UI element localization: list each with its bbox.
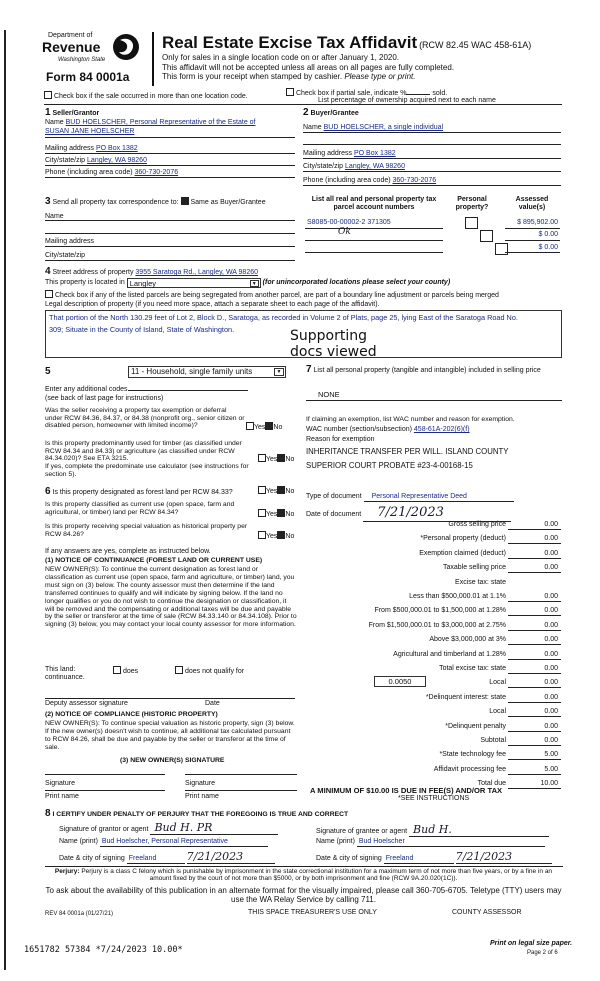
personal-property-list: 7 List all personal property (tangible and intangible) included in selling price <box>306 364 541 375</box>
calc-row-value[interactable]: 10.00 <box>540 780 558 788</box>
calc-row-value[interactable]: 0.00 <box>544 564 558 572</box>
document-date-field[interactable]: Date of document 7/21/2023 <box>306 505 511 522</box>
s5-q2b: If yes, complete the predominate use calculator (see instructions for section 5). <box>45 463 249 478</box>
calc-row-label: Taxable selling price <box>442 564 506 572</box>
s5-q2: Is this property predominantly used for timber (as classified under RCW 84.34 and 84.33) or agriculture (as classified under RCW 84.34.020)? See ETA 3215. <box>45 440 242 463</box>
owner-print-name-label: Print name <box>45 793 79 800</box>
see-back-note: (see back of last page for instructions) <box>45 395 164 402</box>
instruction-line-2: This affidavit will not be accepted unless all areas on all pages are fully completed. <box>162 62 455 72</box>
land-does-check[interactable]: does <box>113 666 138 676</box>
continuance-text: NEW OWNER(S): To continue the current designation as forest land or classification as current use (open space, farm and agriculture, or timber) land, you must sign on (3) below. The county assessor must then determine if the land transferred continues to qualify and will indicate by signing below. If the land no longer qualifies or you do not wish to continue the designation or classification, it will be removed and the compensating or additional taxes will be due and payable by the seller or transferor at the time of sale (RCW 84.33.140 or 84.34.108). Prior to signing (3) below, you may contact your local county assessor for more information. <box>45 566 297 629</box>
calc-row-label: *Delinquent interest: state <box>425 693 506 701</box>
s3-mailing-label: Mailing address <box>45 238 95 245</box>
property-address[interactable]: 4 Street address of property 3955 Saratoga Rd., Langley, WA 98260 <box>45 266 258 277</box>
checkbox[interactable] <box>45 290 53 298</box>
local-rate-box[interactable]: 0.0050 <box>374 676 426 687</box>
calc-row-value[interactable]: 0.00 <box>544 722 558 730</box>
minimum-due: A MINIMUM OF $10.00 IS DUE IN FEE(S) AND/OR TAX <box>310 786 503 795</box>
reason-label: Reason for exemption <box>306 436 375 443</box>
deputy-signature-label: Deputy assessor signature <box>45 700 128 707</box>
parcel-handwritten: Ok <box>338 227 351 237</box>
dor-logo <box>40 32 146 90</box>
availability-notice: To ask about the availability of this publication in an alternate format for the visually impaired, please call 360-705-6705. Teletype (TTY) users may use the WA Relay Service by calling 711. <box>45 886 562 904</box>
calc-row-label: Excise tax: state <box>455 578 506 586</box>
instruction-line-3: This form is your receipt when stamped by cashier. Please type or print. <box>162 72 416 81</box>
page-number: Page 2 of 6 <box>527 950 558 956</box>
form-title <box>162 33 531 53</box>
partial-sale-check[interactable]: Check box if partial sale, indicate % sold. <box>286 88 447 98</box>
s6-q1-answer[interactable]: Yes No <box>258 486 294 496</box>
calc-row-label: From $500,000.01 to $1,500,000 at 1.28% <box>374 607 506 615</box>
grantor-signature[interactable]: Signature of grantor or agent Bud H. PR <box>59 821 278 835</box>
parcel-col-header: List all real and personal property tax parcel account numbers <box>311 196 437 212</box>
assessed-value-1: $ 895,902.00 <box>517 219 558 226</box>
header-instructions <box>162 53 454 82</box>
calc-row-label: Subtotal <box>480 737 506 744</box>
title-text: Real Estate Excise Tax Affidavit <box>162 33 418 52</box>
location-select[interactable]: Langley ▼ <box>127 278 261 288</box>
legal-line-1: That portion of the North 130.29 feet of Lot 2, Block D., Saratoga, as recorded in Volume 2 of Plats, page 25, lying East of the Saratoga Road No. <box>49 313 518 322</box>
calc-row-value[interactable]: 0.00 <box>544 521 558 528</box>
title-citation: (RCW 82.45 WAC 458-61A) <box>419 40 532 50</box>
assessed-value-2: $ 0.00 <box>538 231 558 238</box>
grantor-date-city[interactable]: Date & city of signing Freeland 7/21/2023 <box>59 850 275 864</box>
calc-row-label: From $1,500,000.01 to $3,000,000 at 2.75% <box>368 621 506 629</box>
segregated-check[interactable]: Check box if any of the listed parcels are being segregated from another parcel, are part of a boundary line adjustment or parcels being merged <box>45 290 499 300</box>
instruction-line-1: Only for sales in a single location code on or after January 1, 2020. <box>162 53 400 62</box>
s5-q1: Was the seller receiving a property tax exemption or deferral under RCW 84.36, 84.37, or 84.38 (nonprofit org., senior citizen or disabled person, homeowner with limited income)? <box>45 407 245 430</box>
calc-row-label: Gross selling price <box>448 521 506 528</box>
calc-row-value[interactable]: 5.00 <box>544 751 558 759</box>
seller-phone-field[interactable]: Phone (including area code) 360-730-2076 <box>45 169 179 176</box>
assessed-value-3: $ 0.00 <box>538 244 558 251</box>
left-edge-mark <box>4 30 6 970</box>
recording-stamp: 1651782 57384 *7/24/2023 10.00* <box>24 945 183 955</box>
additional-codes[interactable]: Enter any additional codes <box>45 386 248 394</box>
calc-row-label: Local <box>489 708 506 716</box>
seller-city-field[interactable]: City/state/zip Langley, WA 98260 <box>45 157 147 164</box>
grantee-date-city[interactable]: Date & city of signing Freeland 7/21/2023 <box>316 850 552 864</box>
seller-name-value: BUD HOELSCHER, Personal Representative of the Estate of <box>65 119 256 126</box>
grantor-print-name[interactable]: Name (print) Bud Hoelscher, Personal Representative <box>59 838 268 847</box>
calc-row-label: Total due <box>477 780 506 788</box>
section5-header: 5 <box>45 366 51 377</box>
land-does-not-check[interactable]: does not qualify for <box>175 666 244 676</box>
calc-row-value[interactable]: 0.00 <box>544 636 558 644</box>
buyer-name-field[interactable]: Name BUD HOELSCHER, a single individual <box>303 124 444 131</box>
calc-row-value[interactable]: 5.00 <box>544 765 558 773</box>
see-instructions: *SEE INSTRUCTIONS <box>398 795 470 802</box>
s3-name-label: Name <box>45 213 64 220</box>
calc-row-label: Local <box>489 679 506 687</box>
checkbox[interactable] <box>286 88 294 96</box>
checkbox[interactable] <box>44 91 52 99</box>
calc-row-value[interactable]: 0.00 <box>544 650 558 658</box>
multi-location-check[interactable]: Check box if the sale occurred in more than one location code. <box>44 91 248 101</box>
buyer-heading: 2 Buyer/Grantee <box>303 107 359 118</box>
compliance-text: NEW OWNER(S): To continue special valuation as historic property, sign (3) below. If the new owner(s) doesn't wish to continue, all additional tax calculated pursuant to RCW 84.26, shall be due and payable by the seller or transferor at the time of sale. <box>45 720 295 751</box>
s5-q1-answer[interactable]: Yes No <box>246 422 282 432</box>
revision-number: REV 84 0001a (01/27/21) <box>45 911 114 917</box>
s6-q3-answer[interactable]: Yes No <box>258 531 294 541</box>
personal-property-checkbox-2[interactable] <box>480 230 493 242</box>
s6-q3: Is this property receiving special valuation as historical property per RCW 84.26? <box>45 523 248 538</box>
form-number: Form 84 0001a <box>46 70 130 84</box>
reason-line-2: SUPERIOR COURT PROBATE #23-4-00168-15 <box>306 461 473 470</box>
dept-state: Washington State <box>58 57 106 63</box>
legal-description-box[interactable] <box>45 310 562 358</box>
grantee-signature[interactable]: Signature of grantee or agent Bud H. <box>316 823 549 837</box>
dropdown-arrow-icon[interactable]: ▼ <box>250 280 259 287</box>
seller-heading: 1 Seller/Grantor <box>45 107 100 118</box>
calc-row-label: *State technology fee <box>439 751 506 759</box>
stamp-docs-viewed: docs viewed <box>290 344 377 360</box>
treasurer-use: THIS SPACE TREASURER'S USE ONLY <box>248 909 377 916</box>
assessed-col-header: Assessed value(s) <box>515 196 549 212</box>
grantee-print-name[interactable]: Name (print) Bud Hoelscher <box>316 838 545 847</box>
legal-line-2: 309; Situate in the County of Island, State of Washington. <box>49 325 235 334</box>
s6-q2: Is this property classified as current use (open space, farm and agricultural, or timber) land per RCW 84.34? <box>45 501 235 516</box>
personal-col-header: Personal property? <box>455 196 489 212</box>
location-row: This property is located in Langley ▼ (for unincorporated locations please select your county) <box>45 279 451 288</box>
calc-row-value[interactable]: 0.00 <box>544 708 558 716</box>
compliance-title: (2) NOTICE OF COMPLIANCE (HISTORIC PROPERTY) <box>45 711 218 718</box>
calc-row-label: Exemption claimed (deduct) <box>419 549 506 557</box>
calc-row-value[interactable]: 0.00 <box>544 693 558 701</box>
s6-q2-answer[interactable]: Yes No <box>258 509 294 519</box>
continuance-title: (1) NOTICE OF CONTINUANCE (FOREST LAND OR CURRENT USE) <box>45 557 263 564</box>
calc-row-value[interactable]: 0.00 <box>544 549 558 557</box>
dept-name: Revenue <box>42 39 101 55</box>
header-divider <box>152 32 154 86</box>
owner-signature-label: Signature <box>45 780 75 787</box>
same-as-buyer-checkbox[interactable] <box>181 197 189 205</box>
s3-city-label: City/state/zip <box>45 252 86 259</box>
calc-row-label: Less than $500,000.01 at 1.1% <box>409 593 506 600</box>
calc-row-value[interactable]: 0.00 <box>544 607 558 615</box>
personal-property-value: NONE <box>318 390 340 399</box>
land-use-select[interactable]: 11 - Household, single family units ▼ <box>128 366 286 378</box>
dept-label: Department of <box>48 32 93 39</box>
legal-desc-label: Legal description of property (if you need more space, attach a separate sheet to each page of the affidavit). <box>45 301 380 308</box>
calc-row-value[interactable]: 0.00 <box>544 737 558 744</box>
perjury-notice: Perjury: Perjury is a class C felony which is punishable by imprisonment in the state correctional institution for a maximum term of not more than five years, or by a fine in an amount fixed by the court of not more than $5000, or by both imprisonment and fine (RCW 9A.20.020(1C)). <box>54 868 553 883</box>
buyer-mailing-field[interactable]: Mailing address PO Box 1382 <box>303 150 396 157</box>
s6-if-yes: If any answers are yes, complete as instructed below. <box>45 548 211 555</box>
calc-row-label: *Delinquent penalty <box>445 722 506 730</box>
seller-name-field[interactable]: Name BUD HOELSCHER, Personal Representative of the Estate of <box>45 119 256 126</box>
dor-logo-icon <box>110 32 142 62</box>
seller-mailing-field[interactable]: Mailing address PO Box 1382 <box>45 145 138 152</box>
calc-row-label: Affidavit processing fee <box>433 765 506 773</box>
tax-correspondence: 3 Send all property tax correspondence to: Same as Buyer/Grantee <box>45 196 266 207</box>
document-type-field[interactable]: Type of document Personal Representative Deed <box>306 493 514 502</box>
calc-row-label: Above $3,000,000 at 3% <box>429 636 506 644</box>
dropdown-arrow-icon[interactable]: ▼ <box>274 368 284 376</box>
legal-size-note: Print on legal size paper. <box>490 940 573 947</box>
calc-row-value[interactable]: 0.00 <box>544 665 558 672</box>
s6-q1: 6 Is this property designated as forest land per RCW 84.33? <box>45 486 233 497</box>
parcel-number: S8085-00-00002-2 371305 <box>307 219 391 226</box>
personal-property-checkbox-1[interactable] <box>465 217 478 229</box>
calc-row-value[interactable]: 0.00 <box>544 593 558 600</box>
s5-q2-answer[interactable]: Yes No <box>258 454 294 464</box>
seller-name-value-2: SUSAN JANE HOELSCHER <box>45 128 135 135</box>
reason-line-1: INHERITANCE TRANSFER PER WILL. ISLAND COUNTY <box>306 447 509 456</box>
calc-row-label: *Personal property (deduct) <box>420 535 506 543</box>
owner-print-name-label-2: Print name <box>185 793 219 800</box>
calc-row-value[interactable]: 0.00 <box>544 679 558 687</box>
ownership-note: List percentage of ownership acquired next to each name <box>318 97 496 104</box>
this-land-label: This land: continuance. <box>45 666 85 681</box>
deputy-date-label: Date <box>205 700 220 707</box>
owner-signature-label-2: Signature <box>185 780 215 787</box>
calc-row-label: Total excise tax: state <box>439 665 506 672</box>
wac-field[interactable]: WAC number (section/subsection) 458-61A-202(6)(f) <box>306 426 470 433</box>
stamp-supporting: Supporting <box>290 328 367 344</box>
buyer-phone-field[interactable]: Phone (including area code) 360-730-2076 <box>303 177 437 184</box>
certify-line: 8 I CERTIFY UNDER PENALTY OF PERJURY THAT THE FOREGOING IS TRUE AND CORRECT <box>45 808 349 819</box>
buyer-city-field[interactable]: City/state/zip Langley, WA 98260 <box>303 163 405 170</box>
calc-row-value[interactable]: 0.00 <box>544 621 558 629</box>
exemption-text: If claiming an exemption, list WAC number and reason for exemption. <box>306 416 515 423</box>
calc-row-value[interactable]: 0.00 <box>544 535 558 543</box>
new-owner-signature-title: (3) NEW OWNER(S) SIGNATURE <box>120 757 225 764</box>
county-assessor: COUNTY ASSESSOR <box>452 909 522 916</box>
calc-row-label: Agricultural and timberland at 1.28% <box>393 650 506 658</box>
